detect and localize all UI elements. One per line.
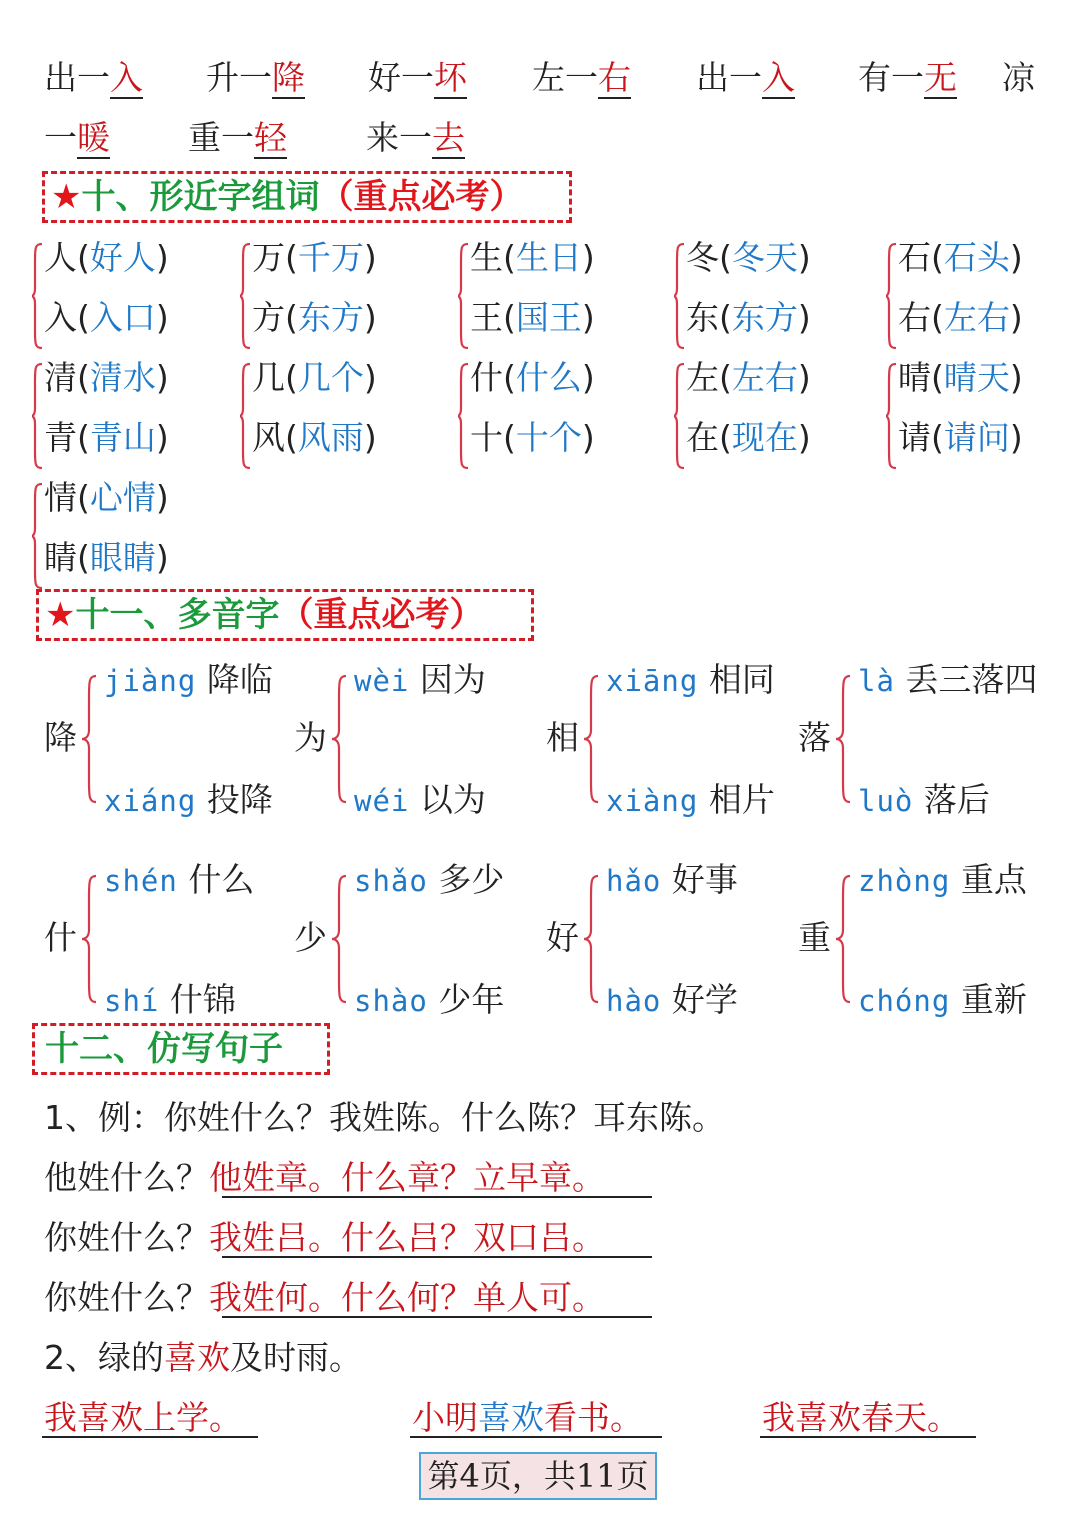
antonym-wrap-char: 凉 bbox=[1002, 58, 1035, 97]
brace-icon bbox=[886, 242, 898, 350]
brace-icon bbox=[330, 874, 348, 1004]
polyphone-reading: shào 少年 bbox=[354, 980, 505, 1019]
similar-char-entry: 人(好人) bbox=[44, 238, 169, 277]
similar-char-entry: 睛(眼睛) bbox=[44, 538, 169, 577]
similar-char-entry: 风(风雨) bbox=[252, 418, 377, 457]
answer-underline bbox=[222, 1256, 652, 1258]
polyphone-reading: hǎo 好事 bbox=[606, 860, 738, 899]
brace-icon bbox=[674, 242, 686, 350]
polyphone-reading: xiáng 投降 bbox=[104, 780, 273, 819]
polyphone-reading: là 丢三落四 bbox=[858, 660, 1038, 699]
brace-icon bbox=[458, 362, 470, 470]
polyphone-reading: jiàng 降临 bbox=[104, 660, 273, 699]
polyphone-reading: shǎo 多少 bbox=[354, 860, 505, 899]
exercise2-answer: 我喜欢上学。 bbox=[44, 1398, 242, 1437]
similar-char-entry: 右(左右) bbox=[898, 298, 1023, 337]
antonym-pair: 出一入 bbox=[696, 58, 795, 97]
antonym-pair: 出一入 bbox=[44, 58, 143, 97]
brace-icon bbox=[834, 874, 852, 1004]
section-heading-11: ★十一、多音字（重点必考） bbox=[36, 589, 534, 641]
brace-icon bbox=[32, 482, 44, 590]
example-sentence: 1、例：你姓什么？我姓陈。什么陈？耳东陈。 bbox=[44, 1098, 725, 1137]
similar-char-entry: 十(十个) bbox=[470, 418, 595, 457]
similar-char-entry: 几(几个) bbox=[252, 358, 377, 397]
antonym-pair: 升一降 bbox=[206, 58, 305, 97]
similar-char-entry: 青(青山) bbox=[44, 418, 169, 457]
exercise2-answer: 我喜欢春天。 bbox=[762, 1398, 960, 1437]
similar-char-entry: 万(千万) bbox=[252, 238, 377, 277]
brace-icon bbox=[330, 674, 348, 804]
exercise2-prompt: 2、绿的喜欢及时雨。 bbox=[44, 1338, 362, 1377]
brace-icon bbox=[674, 362, 686, 470]
similar-char-entry: 情(心情) bbox=[44, 478, 169, 517]
similar-char-entry: 清(清水) bbox=[44, 358, 169, 397]
similar-char-entry: 在(现在) bbox=[686, 418, 811, 457]
polyphone-reading: shén 什么 bbox=[104, 860, 255, 899]
brace-icon bbox=[32, 242, 44, 350]
similar-char-entry: 生(生日) bbox=[470, 238, 595, 277]
polyphone-char: 落 bbox=[798, 718, 831, 757]
polyphone-reading: xiàng 相片 bbox=[606, 780, 775, 819]
exercise2-answer: 小明喜欢看书。 bbox=[412, 1398, 643, 1437]
brace-icon bbox=[80, 674, 98, 804]
similar-char-entry: 石(石头) bbox=[898, 238, 1023, 277]
section-heading-10: ★十、形近字组词（重点必考） bbox=[42, 171, 572, 223]
similar-char-entry: 方(东方) bbox=[252, 298, 377, 337]
polyphone-char: 为 bbox=[294, 718, 327, 757]
polyphone-reading: luò 落后 bbox=[858, 780, 990, 819]
brace-icon bbox=[582, 674, 600, 804]
polyphone-char: 好 bbox=[546, 918, 579, 957]
similar-char-entry: 东(东方) bbox=[686, 298, 811, 337]
brace-icon bbox=[886, 362, 898, 470]
exercise-item: 他姓什么？他姓章。什么章？立早章。 bbox=[44, 1158, 605, 1197]
answer-underline bbox=[222, 1316, 652, 1318]
brace-icon bbox=[582, 874, 600, 1004]
antonym-pair: 一暖 bbox=[44, 118, 110, 157]
polyphone-reading: xiāng 相同 bbox=[606, 660, 775, 699]
polyphone-char: 相 bbox=[546, 718, 579, 757]
antonym-pair: 有一无 bbox=[858, 58, 957, 97]
brace-icon bbox=[458, 242, 470, 350]
exercise-item: 你姓什么？我姓吕。什么吕？双口吕。 bbox=[44, 1218, 605, 1257]
polyphone-reading: hào 好学 bbox=[606, 980, 738, 1019]
similar-char-entry: 什(什么) bbox=[470, 358, 595, 397]
polyphone-reading: wéi 以为 bbox=[354, 780, 486, 819]
antonym-pair: 好一坏 bbox=[368, 58, 467, 97]
polyphone-char: 降 bbox=[44, 718, 77, 757]
answer-underline bbox=[42, 1436, 258, 1438]
antonym-pair: 重一轻 bbox=[188, 118, 287, 157]
antonym-pair: 左一右 bbox=[532, 58, 631, 97]
brace-icon bbox=[32, 362, 44, 470]
polyphone-reading: shí 什锦 bbox=[104, 980, 236, 1019]
similar-char-entry: 冬(冬天) bbox=[686, 238, 811, 277]
polyphone-char: 少 bbox=[294, 918, 327, 957]
answer-underline bbox=[222, 1196, 652, 1198]
polyphone-reading: zhòng 重点 bbox=[858, 860, 1027, 899]
brace-icon bbox=[80, 874, 98, 1004]
similar-char-entry: 左(左右) bbox=[686, 358, 811, 397]
similar-char-entry: 请(请问) bbox=[898, 418, 1023, 457]
similar-char-entry: 入(入口) bbox=[44, 298, 169, 337]
brace-icon bbox=[834, 674, 852, 804]
polyphone-char: 重 bbox=[798, 918, 831, 957]
section-heading-12: 十二、仿写句子 bbox=[32, 1023, 330, 1075]
answer-underline bbox=[410, 1436, 662, 1438]
brace-icon bbox=[240, 362, 252, 470]
polyphone-reading: wèi 因为 bbox=[354, 660, 486, 699]
antonym-pair: 来一去 bbox=[366, 118, 465, 157]
exercise-item: 你姓什么？我姓何。什么何？单人可。 bbox=[44, 1278, 605, 1317]
similar-char-entry: 晴(晴天) bbox=[898, 358, 1023, 397]
page-number: 第4页，共11页 bbox=[419, 1452, 657, 1500]
polyphone-reading: chóng 重新 bbox=[858, 980, 1027, 1019]
answer-underline bbox=[760, 1436, 976, 1438]
brace-icon bbox=[240, 242, 252, 350]
similar-char-entry: 王(国王) bbox=[470, 298, 595, 337]
polyphone-char: 什 bbox=[44, 918, 77, 957]
